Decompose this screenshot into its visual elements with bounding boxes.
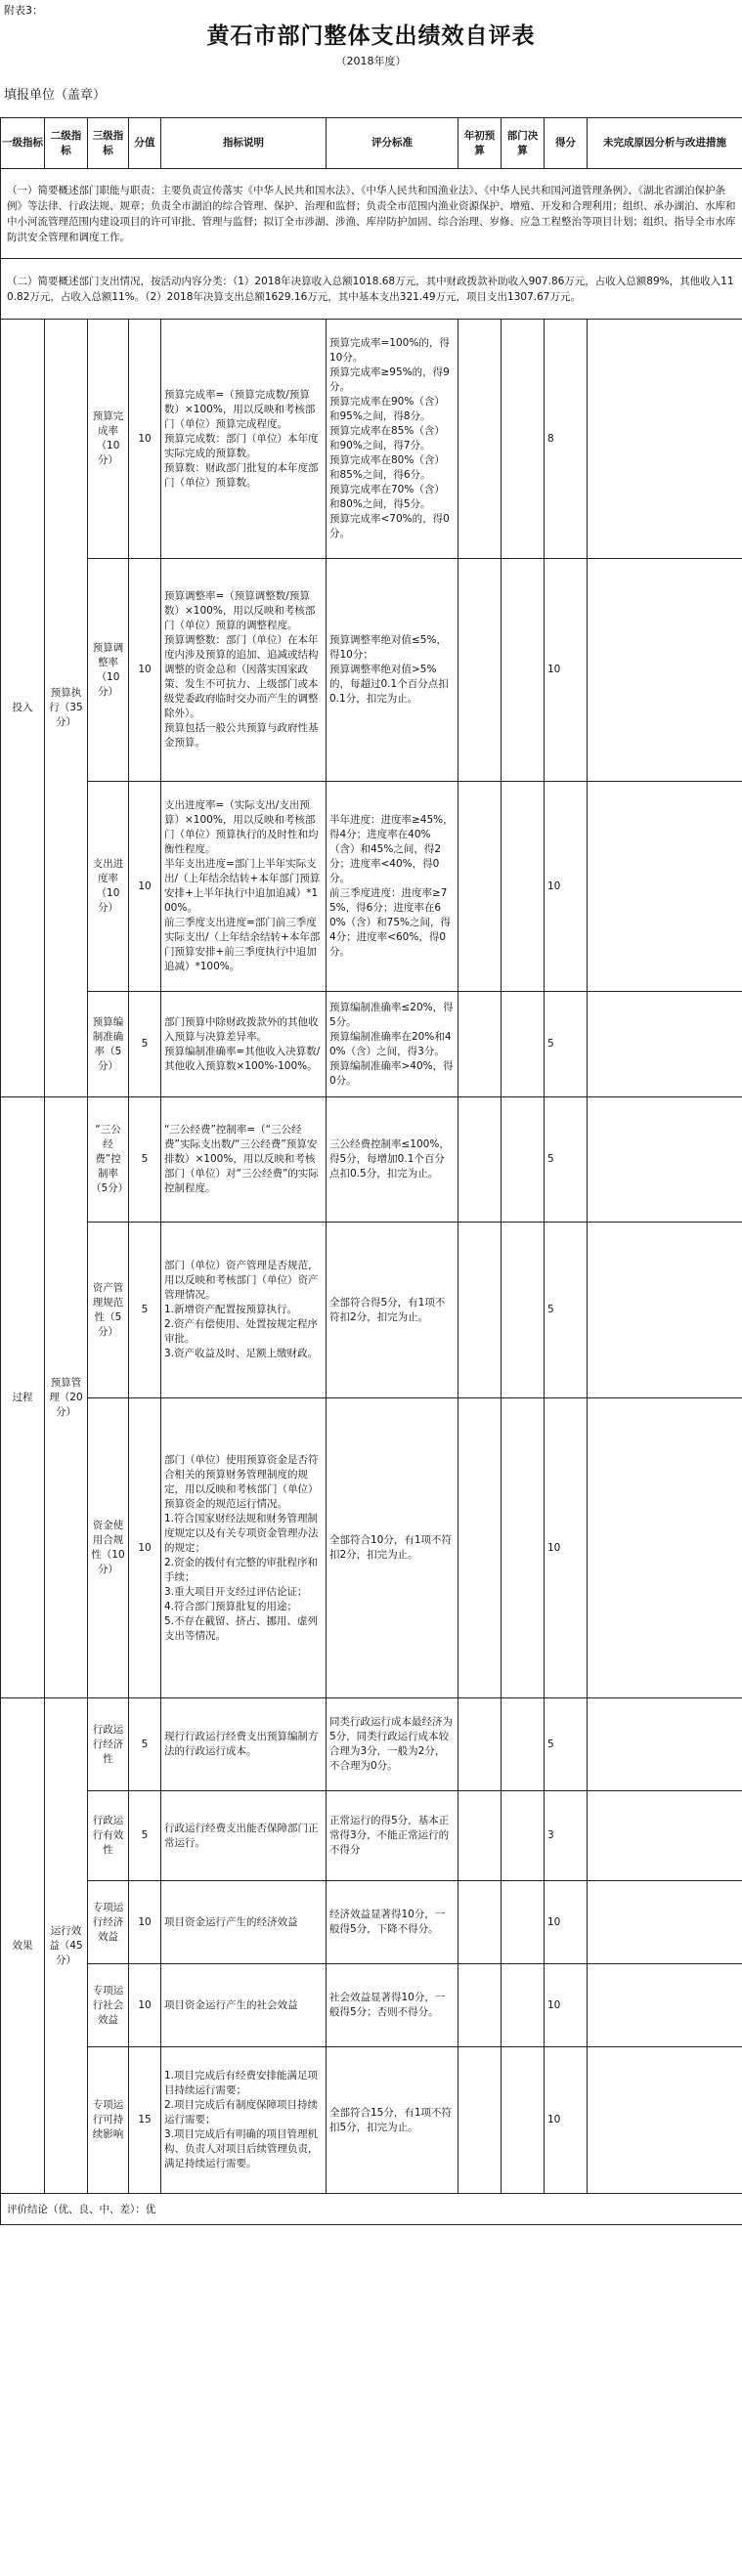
score-value: 10: [129, 559, 161, 782]
scoring-standard: 预算完成率=100%的，得10分。 预算完成率≥95%的，得9分。 预算完成率在90%（含）和95%之间，得8分。 预算完成率在85%（含）和90%之间，得7分。 预算完成率在80%（含）和85%之间，得6分。 预算完成率在70%（含）和80%之间，得5分。 预算完成率<70%的，得0分。: [327, 320, 458, 559]
conclusion-row: [1, 2194, 742, 2225]
level3-indicator: 专项运行社会效益: [88, 1964, 129, 2047]
indicator-description: 部门（单位）资产管理是否规范，用以反映和考核部门（单位）资产管理情况。 1.新增资产配置按预算执行。 2.资产有偿使用、处置按规定程序审批。 3.资产收益及时、足额上缴财政。: [161, 1223, 327, 1398]
final-accounts: [502, 1398, 545, 1698]
scoring-standard: 经济效益显著得10分，一般得5分，下降不得分。: [327, 1881, 458, 1964]
indicator-row: [1, 1881, 742, 1964]
initial-budget: [458, 2047, 502, 2194]
year-note: （2018年度）: [335, 55, 407, 67]
score-value: 15: [129, 2047, 161, 2194]
scoring-standard: 全部符合得5分，有1项不符扣2分，扣完为止。: [327, 1223, 458, 1398]
header-cell: 指标说明: [161, 118, 327, 169]
final-accounts: [502, 320, 545, 559]
reason-analysis: [588, 2047, 742, 2194]
scoring-standard: 全部符合10分，有1项不符扣2分，扣完为止。: [327, 1398, 458, 1698]
indicator-description: 部门（单位）使用预算资金是否符合相关的预算财务管理制度的规定，用以反映和考核部门（单位）预算资金的规范运行情况。 1.符合国家财经法规和财务管理制度规定以及有关专项资金管理办法的规定； 2.资金的拨付有完整的审批程序和手续； 3.重大项目开支经过评估论证； 4.符合部门预算批复的用途； 5.不存在截留、挤占、挪用、虚列支出等情况。: [161, 1398, 327, 1698]
reason-analysis: [588, 1964, 742, 2047]
indicator-row: [1, 992, 742, 1097]
level3-indicator: 资产管理规范性（5分）: [88, 1223, 129, 1398]
indicator-row: [1, 1791, 742, 1881]
reason-analysis: [588, 1881, 742, 1964]
scoring-standard: 全部符合15分，有1项不符扣5分，扣完为止。: [327, 2047, 458, 2194]
level3-indicator: 行政运行有效性: [88, 1791, 129, 1881]
reason-analysis: [588, 1097, 742, 1223]
indicator-row: [1, 1698, 742, 1791]
indicator-description: 项目资金运行产生的社会效益: [161, 1964, 327, 2047]
header-cell: 评分标准: [327, 118, 458, 169]
reason-analysis: [588, 1398, 742, 1698]
header-cell: 得分: [545, 118, 588, 169]
header-cell: 未完成原因分析与改进措施: [588, 118, 742, 169]
level2-indicator: 预算执行（35分）: [45, 320, 88, 1097]
final-accounts: [502, 1881, 545, 1964]
indicator-row: [1, 1398, 742, 1698]
final-accounts: [502, 1791, 545, 1881]
obtained-score: 10: [545, 782, 588, 992]
indicator-row: [1, 320, 742, 559]
initial-budget: [458, 1791, 502, 1881]
level3-indicator: 预算调整率（10分）: [88, 559, 129, 782]
reason-analysis: [588, 992, 742, 1097]
level2-indicator: 运行效益（45分）: [45, 1698, 88, 2194]
score-value: 5: [129, 1097, 161, 1223]
header-cell: 二级指标: [45, 118, 88, 169]
level2-indicator: 预算管理（20分）: [45, 1097, 88, 1698]
indicator-description: 行政运行经费支出能否保障部门正常运行。: [161, 1791, 327, 1881]
final-accounts: [502, 1223, 545, 1398]
initial-budget: [458, 782, 502, 992]
initial-budget: [458, 320, 502, 559]
final-accounts: [502, 992, 545, 1097]
score-value: 10: [129, 1398, 161, 1698]
evaluation-table: [0, 117, 742, 2225]
overview-budget: （二）简要概述部门支出情况，按活动内容分类：（1）2018年决算收入总额1018.68万元，其中财政拨款补助收入907.86万元，占收入总额89%，其他收入110.82万元，占收入总额11%。（2）2018年决算支出总额1629.16万元，其中基本支出321.49万元，项目支出1307.67万元。: [1, 259, 742, 320]
indicator-description: 预算完成率=（预算完成数/预算数）×100%，用以反映和考核部门（单位）预算完成程度。 预算完成数：部门（单位）本年度实际完成的预算数。 预算数：财政部门批复的本年度部门（单位）预算数。: [161, 320, 327, 559]
header-cell: 三级指标: [88, 118, 129, 169]
indicator-description: 现行行政运行经费支出预算编制方法的行政运行成本。: [161, 1698, 327, 1791]
header-cell: 分值: [129, 118, 161, 169]
level3-indicator: 专项运行经济效益: [88, 1881, 129, 1964]
level3-indicator: “三公经费”控制率（5分）: [88, 1097, 129, 1223]
header-row: [1, 118, 742, 169]
initial-budget: [458, 559, 502, 782]
scoring-standard: 同类行政运行成本最经济为5分，同类行政运行成本较合理为3分，一般为2分，不合理为0分。: [327, 1698, 458, 1791]
attachment-label: 附表3：: [4, 4, 43, 17]
score-value: 5: [129, 1223, 161, 1398]
scoring-standard: 正常运行的得5分，基本正常得3分，不能正常运行的不得分: [327, 1791, 458, 1881]
reason-analysis: [588, 559, 742, 782]
initial-budget: [458, 1698, 502, 1791]
score-value: 5: [129, 1698, 161, 1791]
indicator-row: [1, 2047, 742, 2194]
scoring-standard: 预算编制准确率≤20%，得5分。 预算编制准确率在20%和40%（含）之间，得3分。 预算编制准确率>40%，得0分。: [327, 992, 458, 1097]
scoring-standard: 预算调整率绝对值≤5%，得10分； 预算调整率绝对值>5%的，每超过0.1个百分点扣0.1分，扣完为止。: [327, 559, 458, 782]
final-accounts: [502, 1097, 545, 1223]
obtained-score: 5: [545, 1223, 588, 1398]
reason-analysis: [588, 1698, 742, 1791]
level3-indicator: 行政运行经济性: [88, 1698, 129, 1791]
indicator-description: 部门预算中除财政拨款外的其他收入预算与决算差异率。 预算编制准确率=其他收入决算数/其他收入预算数×100%-100%。: [161, 992, 327, 1097]
initial-budget: [458, 1964, 502, 2047]
indicator-description: 预算调整率=（预算调整数/预算数）×100%，用以反映和考核部门（单位）预算的调整程度。 预算调整数：部门（单位）在本年度内涉及预算的追加、追减或结构调整的资金总和（因落实国家政策、发生不可抗力、上级部门或本级党委政府临时交办而产生的调整除外）。 预算包括一般公共预算与政府性基金预算。: [161, 559, 327, 782]
obtained-score: 5: [545, 1698, 588, 1791]
overview-duties: （一）简要概述部门职能与职责：主要负责宣传落实《中华人民共和国水法》、《中华人民共和国渔业法》、《中华人民共和国河道管理条例》、《湖北省湖泊保护条例》等法律、行政法规、规章；负责全市湖泊的综合管理、保护、治理和监督；负责全市范围内渔业资源保护、增殖、开发和合理利用；组织、承办湖泊、水库和中小河流管理范围内建设项目的许可审批、管理与监督；拟订全市涉湖、涉渔、库岸防护加固、综合治理、岁修、应急工程整治等项目计划；组织、指导全市水库防洪安全管理和调度工作。: [1, 169, 742, 259]
conclusion: 评价结论（优、良、中、差）：优: [1, 2194, 742, 2225]
obtained-score: 5: [545, 992, 588, 1097]
reason-analysis: [588, 1223, 742, 1398]
reason-analysis: [588, 1791, 742, 1881]
level1-indicator: 效果: [1, 1698, 45, 2194]
indicator-description: 项目资金运行产生的经济效益: [161, 1881, 327, 1964]
overview-budget-row: [1, 259, 742, 320]
initial-budget: [458, 1398, 502, 1698]
final-accounts: [502, 2047, 545, 2194]
level3-indicator: 预算编制准确率（5分）: [88, 992, 129, 1097]
reason-analysis: [588, 320, 742, 559]
level1-indicator: 过程: [1, 1097, 45, 1698]
page-title: 黄石市部门整体支出绩效自评表: [206, 22, 536, 49]
obtained-score: 10: [545, 1881, 588, 1964]
level1-indicator: 投入: [1, 320, 45, 1097]
overview-duties-row: [1, 169, 742, 259]
initial-budget: [458, 1881, 502, 1964]
indicator-description: 1.项目完成后有经费安排能满足项目持续运行需要； 2.项目完成后有制度保障项目持续运行需要； 3.项目完成后有明确的项目管理机构、负责人对项目后续管理负责，满足持续运行需要。: [161, 2047, 327, 2194]
score-value: 10: [129, 782, 161, 992]
obtained-score: 3: [545, 1791, 588, 1881]
initial-budget: [458, 1223, 502, 1398]
indicator-description: 支出进度率=（实际支出/支出预算）×100%，用以反映和考核部门（单位）预算执行的及时性和均衡性程度。 半年支出进度=部门上半年实际支出/（上年结余结转+本年部门预算安排+上半年执行中追加追减）*100%。 前三季度支出进度=部门前三季度实际支出/（上年结余结转+本年部门预算安排+前三季度执行中追加追减）*100%。: [161, 782, 327, 992]
reason-analysis: [588, 782, 742, 992]
final-accounts: [502, 559, 545, 782]
header-cell: 年初预算: [458, 118, 502, 169]
level3-indicator: 专项运行可持续影响: [88, 2047, 129, 2194]
final-accounts: [502, 1964, 545, 2047]
obtained-score: 10: [545, 1398, 588, 1698]
score-value: 5: [129, 992, 161, 1097]
obtained-score: 5: [545, 1097, 588, 1223]
header-cell: 一级指标: [1, 118, 45, 169]
obtained-score: 8: [545, 320, 588, 559]
level3-indicator: 预算完成率（10分）: [88, 320, 129, 559]
indicator-row: [1, 1223, 742, 1398]
score-value: 10: [129, 1881, 161, 1964]
initial-budget: [458, 992, 502, 1097]
score-value: 5: [129, 1791, 161, 1881]
indicator-row: [1, 1097, 742, 1223]
score-value: 10: [129, 1964, 161, 2047]
scoring-standard: 半年进度：进度率≥45%，得4分；进度率在40%（含）和45%之间，得2分；进度率<40%，得0分。 前三季度进度：进度率≥75%，得6分；进度率在60%（含）和75%之间，得4分；进度率<60%，得0分。: [327, 782, 458, 992]
final-accounts: [502, 782, 545, 992]
obtained-score: 10: [545, 2047, 588, 2194]
indicator-description: “三公经费”控制率=（“三公经费”实际支出数/“三公经费”预算安排数）×100%，用以反映和考核部门（单位）对“三公经费”的实际控制程度。: [161, 1097, 327, 1223]
fill-unit-label: 填报单位（盖章）: [4, 88, 107, 103]
indicator-row: [1, 782, 742, 992]
header-cell: 部门决算: [502, 118, 545, 169]
obtained-score: 10: [545, 559, 588, 782]
indicator-row: [1, 559, 742, 782]
level3-indicator: 资金使用合规性（10分）: [88, 1398, 129, 1698]
scoring-standard: 社会效益显著得10分，一般得5分；否则不得分。: [327, 1964, 458, 2047]
indicator-row: [1, 1964, 742, 2047]
initial-budget: [458, 1097, 502, 1223]
score-value: 10: [129, 320, 161, 559]
scoring-standard: 三公经费控制率≤100%，得5分，每增加0.1个百分点扣0.5分，扣完为止。: [327, 1097, 458, 1223]
level3-indicator: 支出进度率（10分）: [88, 782, 129, 992]
final-accounts: [502, 1698, 545, 1791]
obtained-score: 10: [545, 1964, 588, 2047]
